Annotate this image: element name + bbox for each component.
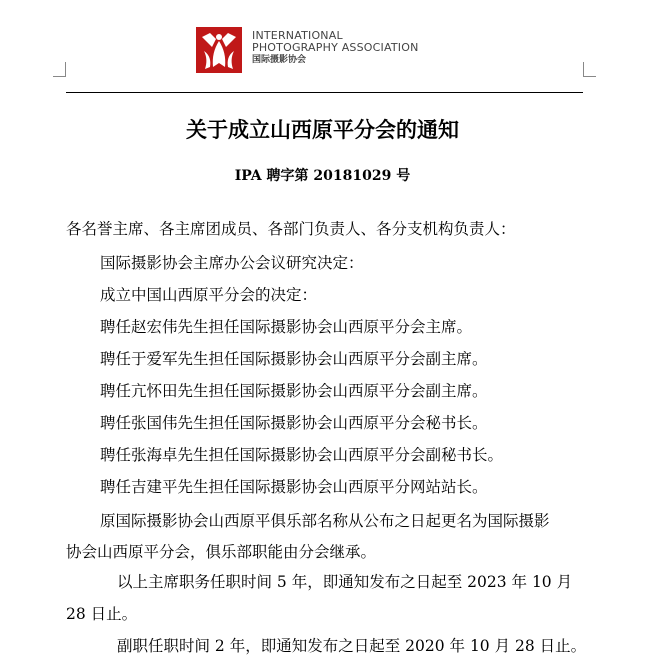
body-line: 国际摄影协会主席办公会议研究决定： xyxy=(100,254,364,272)
header-divider xyxy=(66,92,583,93)
ipa-logo-text xyxy=(252,30,419,67)
body-line: 聘任张国伟先生担任国际摄影协会山西原平分会秘书长。 xyxy=(100,414,488,432)
body-line: 聘任张海卓先生担任国际摄影协会山西原平分会副秘书长。 xyxy=(100,446,504,464)
body-line: 成立中国山西原平分会的决定： xyxy=(100,286,318,304)
body-line: 协会山西原平分会，俱乐部职能由分会继承。 xyxy=(66,543,377,561)
logo-line-international: INTERNATIONAL xyxy=(252,29,343,42)
body-line-salutation: 各名誉主席、各主席团成员、各部门负责人、各分支机构负责人： xyxy=(66,220,516,238)
ipa-logo-icon xyxy=(196,27,242,73)
body-line: 聘任赵宏伟先生担任国际摄影协会山西原平分会主席。 xyxy=(100,318,473,336)
body-line: 聘任于爱军先生担任国际摄影协会山西原平分会副主席。 xyxy=(100,350,488,368)
body-line: 以上主席职务任职时间 5 年，即通知发布之日起至 2023 年 10 月 xyxy=(117,573,573,591)
document-number: IPA 聘字第 20181029 号 xyxy=(234,168,411,184)
document-title: 关于成立山西原平分会的通知 xyxy=(186,117,459,142)
body-line: 副职任职时间 2 年，即通知发布之日起至 2020 年 10 月 28 日止。 xyxy=(117,637,587,655)
body-line: 原国际摄影协会山西原平俱乐部名称从公布之日起更名为国际摄影 xyxy=(100,512,550,530)
body-line: 聘任吉建平先生担任国际摄影协会山西原平分网站站长。 xyxy=(100,478,488,496)
body-line: 聘任亢怀田先生担任国际摄影协会山西原平分会副主席。 xyxy=(100,382,488,400)
logo-line-chinese-name: 国际摄影协会 xyxy=(252,55,307,65)
margin-corner-mark-left xyxy=(53,62,66,77)
margin-corner-mark-right xyxy=(583,62,596,77)
body-line: 28 日止。 xyxy=(66,605,138,623)
logo-line-photography-association: PHOTOGRAPHY ASSOCIATION xyxy=(252,41,419,54)
